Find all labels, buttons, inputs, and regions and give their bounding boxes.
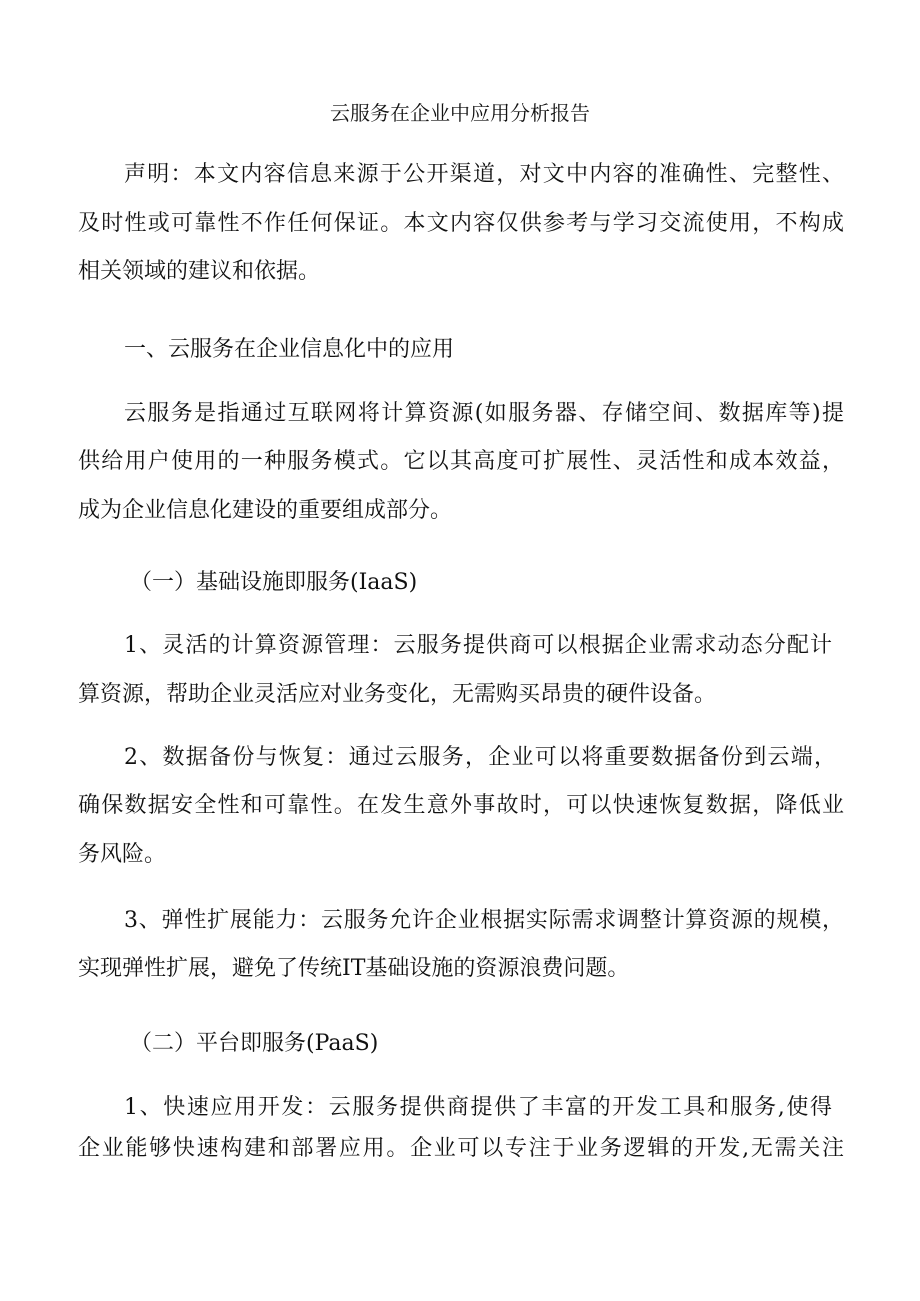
subsection-heading: （一）基础设施即服务(IaaS) (130, 570, 418, 595)
subsection-heading: （二）平台即服务(PaaS) (130, 1031, 379, 1056)
text-line: 企业能够快速构建和部署应用。企业可以专注于业务逻辑的开发,无需关注 (78, 1136, 844, 1161)
text-line: 供给用户使用的一种服务模式。它以其高度可扩展性、灵活性和成本效益， (78, 449, 844, 474)
text-line: 云服务是指通过互联网将计算资源(如服务器、存储空间、数据库等)提 (124, 401, 844, 426)
text-line: 算资源，帮助企业灵活应对业务变化，无需购买昂贵的硬件设备。 (78, 682, 717, 707)
text-line: 确保数据安全性和可靠性。在发生意外事故时，可以快速恢复数据，降低业 (78, 793, 844, 818)
text-line: 1、灵活的计算资源管理：云服务提供商可以根据企业需求动态分配计 (124, 633, 832, 658)
text-line: 实现弹性扩展，避免了传统IT基础设施的资源浪费问题。 (78, 956, 630, 981)
text-line: 成为企业信息化建设的重要组成部分。 (78, 498, 453, 523)
text-line: 1、快速应用开发：云服务提供商提供了丰富的开发工具和服务,使得 (124, 1095, 832, 1120)
text-line: 3、弹性扩展能力：云服务允许企业根据实际需求调整计算资源的规模， (124, 908, 844, 933)
text-line: 及时性或可靠性不作任何保证。本文内容仅供参考与学习交流使用，不构成 (78, 211, 844, 236)
text-line: 声明：本文内容信息来源于公开渠道，对文中内容的准确性、完整性、 (124, 162, 844, 187)
section-heading: 一、云服务在企业信息化中的应用 (124, 337, 455, 362)
text-line: 2、数据备份与恢复：通过云服务，企业可以将重要数据备份到云端， (124, 745, 836, 770)
text-line: 务风险。 (78, 842, 167, 867)
text-line: 相关领域的建议和依据。 (78, 259, 321, 284)
document-title: 云服务在企业中应用分析报告 (330, 101, 590, 125)
